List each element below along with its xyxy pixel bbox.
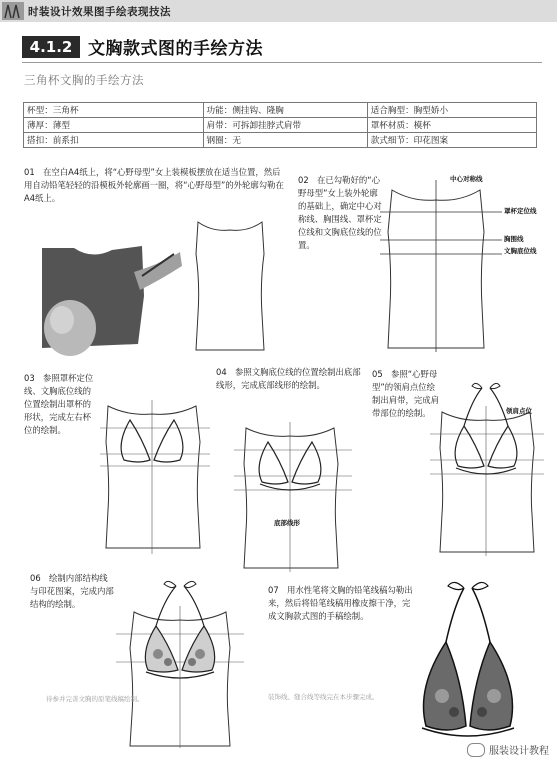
step-07-note: 装饰线、缝合线等线完在本步骤完成。: [268, 693, 379, 701]
center-line-label: 中心对称线: [450, 175, 483, 183]
watermark: [467, 742, 549, 757]
table-cell: 杯型：三角杯: [24, 103, 204, 118]
table-row: [24, 133, 537, 148]
header-caption: 时装设计效果图手绘表现技法: [28, 6, 171, 18]
step-03-cup-drawing: [100, 398, 210, 554]
step-04-bottom-drawing: [234, 420, 352, 572]
step-01-torso-outline: [190, 214, 270, 356]
step-06-text: 06 绘制内部结构线与印花图案，完成内部结构的绘制。: [30, 573, 114, 609]
step-06-note: 待参并完善文胸的原笔线稿绘制。: [46, 695, 144, 703]
table-cell: 适合胸型：胸型娇小: [367, 103, 536, 118]
properties-table: [23, 102, 537, 148]
step-07-final-drawing: [398, 578, 538, 752]
header-decoration-icon: [2, 2, 24, 20]
table-cell: 肩带：可拆卸挂脖式肩带: [203, 118, 367, 133]
section-divider: [22, 62, 542, 63]
table-cell: 款式细节：印花图案: [367, 133, 536, 148]
neck-point-label: 领肩点位: [506, 407, 532, 415]
table-cell: 搭扣：前系扣: [24, 133, 204, 148]
wechat-logo-icon: [467, 743, 485, 757]
table-cell: 功能：侧挂钩、隆胸: [203, 103, 367, 118]
bottom-line-label: 文胸底位线: [504, 247, 537, 255]
section-number: 4.1.2: [22, 36, 80, 58]
table-cell: 薄厚：薄型: [24, 118, 204, 133]
table-row: [24, 103, 537, 118]
step-05-text: 05 参照“心野母型”的领肩点位绘制出肩带，完成肩带部位的绘制。: [372, 369, 439, 418]
step-06-pattern-drawing: [116, 578, 244, 748]
bottom-shape-label: 底部线形: [274, 519, 300, 527]
section-title: 文胸款式图的手绘方法: [88, 39, 263, 59]
subheading: 三角杯文胸的手绘方法: [24, 73, 144, 87]
step-01-photo: [42, 236, 182, 356]
step-02-torso-guides: [380, 176, 510, 354]
cup-line-label: 罩杯定位线: [504, 207, 537, 215]
header-bar: [0, 0, 557, 22]
step-04-text: 04 参照文胸底位线的位置绘制出底部线形，完成底部线形的绘制。: [216, 367, 361, 390]
step-03-text: 03 参照罩杯定位线、文胸底位线的位置绘制出罩杯的形状，完成左右杯位的绘制。: [24, 373, 94, 435]
step-01-text: 01 在空白A4纸上，将“心野母型”女上装模板摆放在适当位置，然后用自动铅笔轻轻的沿模板外轮廓画一圈，将“心野母型”的外轮廓勾勒在A4纸上。: [24, 167, 284, 203]
table-cell: 罩杯材质：模杯: [367, 118, 536, 133]
bust-line-label: 胸围线: [504, 235, 524, 243]
step-07-text: 07 用水性笔将文胸的铅笔线稿勾勒出来，然后将铅笔线稿用橡皮擦干净，完成文胸款式图的手稿绘制。: [268, 585, 413, 621]
table-cell: 钢圈：无: [203, 133, 367, 148]
step-02-text: 02 在已勾勒好的“心野母型”女上装外轮廓的基础上，确定中心对称线、胸围线、罩杯定位线和文胸底位线的位置。: [298, 175, 382, 250]
watermark-text: 服装设计教程: [489, 746, 549, 757]
table-row: [24, 118, 537, 133]
